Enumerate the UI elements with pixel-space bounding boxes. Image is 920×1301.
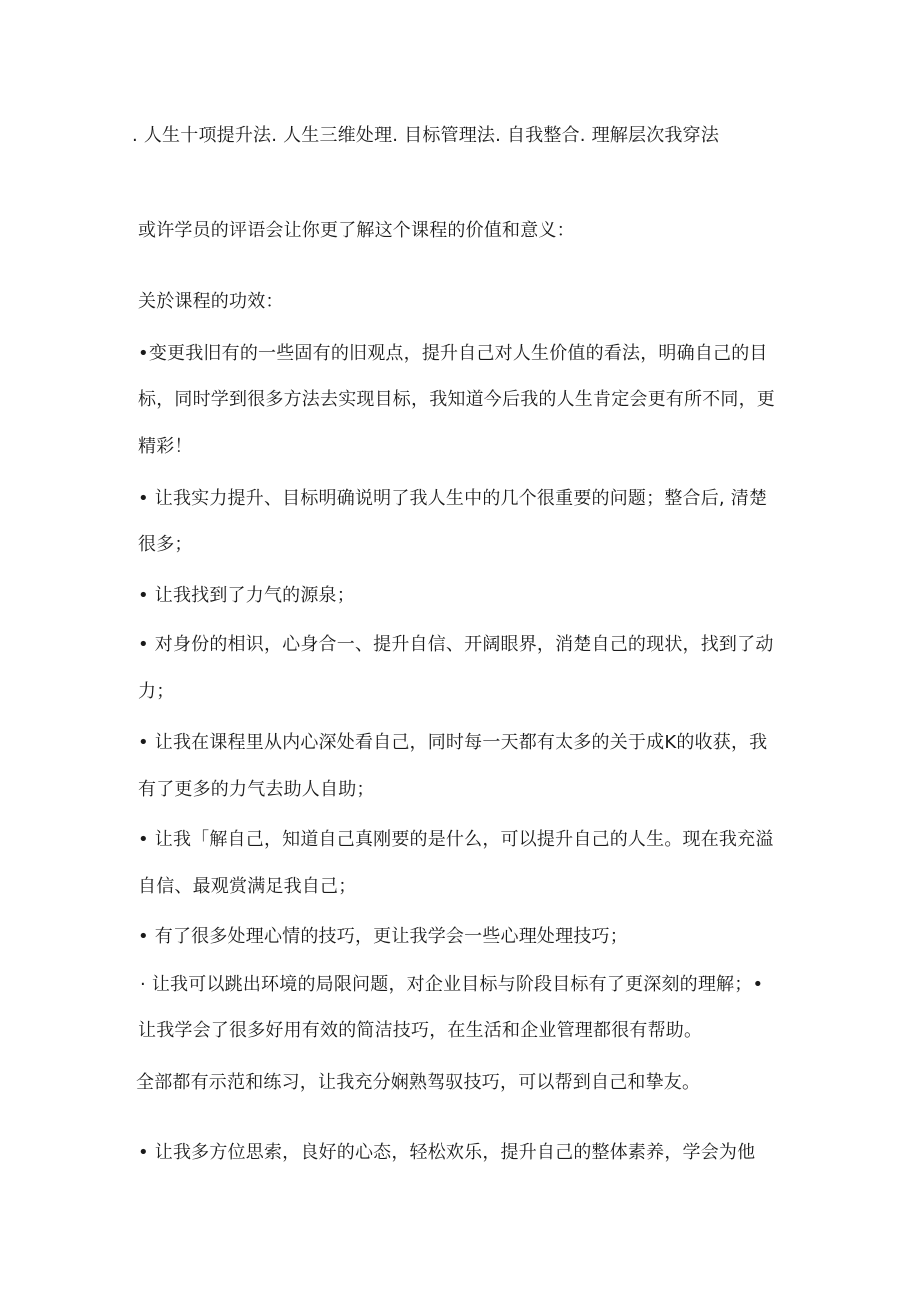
text-line: 让我学会了很多好用有效的简洁技巧，在生活和企业管理都很有帮助。 bbox=[138, 1020, 703, 1041]
text-line: • 让我多方位思索，良好的心态，轻松欢乐，提升自己的整体素养，学会为他 bbox=[138, 1142, 756, 1163]
text-line-methods: . 人生十项提升法. 人生三维处理. 目标管理法. 自我整合. 理解层次我穿法 bbox=[132, 125, 720, 146]
text-line: 力； bbox=[138, 681, 175, 702]
text-line: • 让我实力提升、目标明确说明了我人生中的几个很重要的问题；整合后, 清楚 bbox=[138, 488, 768, 509]
text-line: 很多； bbox=[138, 534, 193, 555]
section-heading: 关於课程的功效： bbox=[138, 291, 284, 312]
text-line-intro: 或许学员的评语会让你更了解这个课程的价值和意义： bbox=[138, 220, 575, 241]
text-line: 有了更多的力气去助人自助； bbox=[138, 779, 375, 800]
text-line: 全部都有示范和练习，让我充分娴熟驾驭技巧，可以帮到自己和挚友。 bbox=[136, 1072, 701, 1093]
text-line: • 让我找到了力气的源泉； bbox=[138, 585, 355, 606]
text-line: 自信、最观赏满足我自己； bbox=[138, 876, 357, 897]
text-line: • 对身份的相识，心身合一、提升自信、开阔眼界，消楚自己的现状，找到了动 bbox=[138, 634, 774, 655]
text-line: • 让我在课程里从内心深处看自己，同时每一天都有太多的关于成K的收获，我 bbox=[138, 732, 768, 753]
text-line: 精彩！ bbox=[138, 436, 193, 457]
text-line: • 让我「解自己，知道自己真刚要的是什么，可以提升自己的人生。现在我充溢 bbox=[138, 829, 774, 850]
text-line: •变更我旧有的一些固有的旧观点，提升自己对人生价值的看法，明确自己的目 bbox=[138, 343, 768, 364]
text-line: • 有了很多处理心情的技巧，更让我学会一些心理处理技巧； bbox=[138, 926, 628, 947]
text-line: 标，同时学到很多方法去实现目标，我知道今后我的人生肯定会更有所不同，更 bbox=[138, 389, 775, 410]
text-line: · 让我可以跳出环境的局限问题，对企业目标与阶段目标有了更深刻的理解；• bbox=[140, 974, 764, 995]
